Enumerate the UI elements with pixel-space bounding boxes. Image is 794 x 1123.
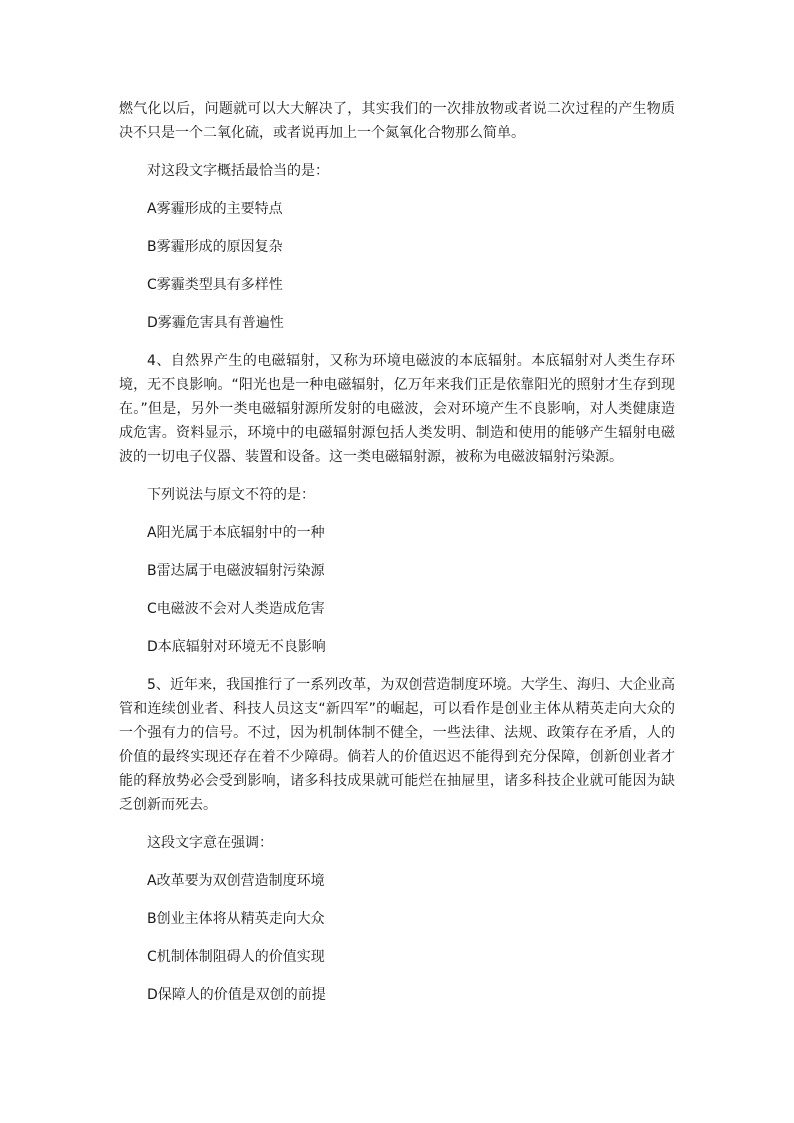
q5-paragraph: 5、近年来，我国推行了一系列改革，为双创营造制度环境。大学生、海归、大企业高管和连续创业者、科技人员这支“新四军”的崛起，可以看作是创业主体从精英走向大众的一个强有力的信号。不过，因为机制体制不健全，一些法律、法规、政策存在矛盾，人的价值的最终实现还存在着不少障碍。倘若人的价值迟迟不能得到充分保障，创新创业者才能的释放势必会受到影响，诸多科技成果就可能烂在抽屉里，诸多科技企业就可能因为缺乏创新而死去。 xyxy=(119,677,675,813)
q4-option-b: B雷达属于电磁波辐射污染源 xyxy=(147,563,325,579)
intro-paragraph: 燃气化以后，问题就可以大大解决了，其实我们的一次排放物或者说二次过程的产生物质决不只是一个二氧化硫，或者说再加上一个氮氧化合物那么简单。 xyxy=(119,101,675,141)
q5-option-a: A改革要为双创营造制度环境 xyxy=(147,873,325,889)
intro-option-d: D雾霾危害具有普遍性 xyxy=(147,315,284,331)
document-page xyxy=(119,97,675,1007)
intro-question: 对这段文字概括最恰当的是： xyxy=(147,163,329,179)
q4-option-a: A阳光属于本底辐射中的一种 xyxy=(147,525,325,541)
q4-question: 下列说法与原文不符的是： xyxy=(147,487,315,503)
q4-paragraph: 4、自然界产生的电磁辐射，又称为环境电磁波的本底辐射。本底辐射对人类生存环境，无不良影响。“阳光也是一种电磁辐射，亿万年来我们正是依靠阳光的照射才生存到现在。”但是，另外一类电磁辐射源所发射的电磁波，会对环境产生不良影响，对人类健康造成危害。资料显示，环境中的电磁辐射源包括人类发明、制造和使用的能够产生辐射电磁波的一切电子仪器、装置和设备。这一类电磁辐射源，被称为电磁波辐射污染源。 xyxy=(119,353,675,465)
q5-option-b: B创业主体将从精英走向大众 xyxy=(147,911,325,927)
intro-option-c: C雾霾类型具有多样性 xyxy=(147,277,283,293)
q5-option-c: C机制体制阻碍人的价值实现 xyxy=(147,949,325,965)
q5-question: 这段文字意在强调： xyxy=(147,835,273,851)
q4-option-d: D本底辐射对环境无不良影响 xyxy=(147,639,326,655)
q5-option-d: D保障人的价值是双创的前提 xyxy=(147,987,326,1003)
q4-option-c: C电磁波不会对人类造成危害 xyxy=(147,601,325,617)
intro-option-a: A雾霾形成的主要特点 xyxy=(147,201,283,217)
intro-option-b: B雾霾形成的原因复杂 xyxy=(147,239,283,255)
